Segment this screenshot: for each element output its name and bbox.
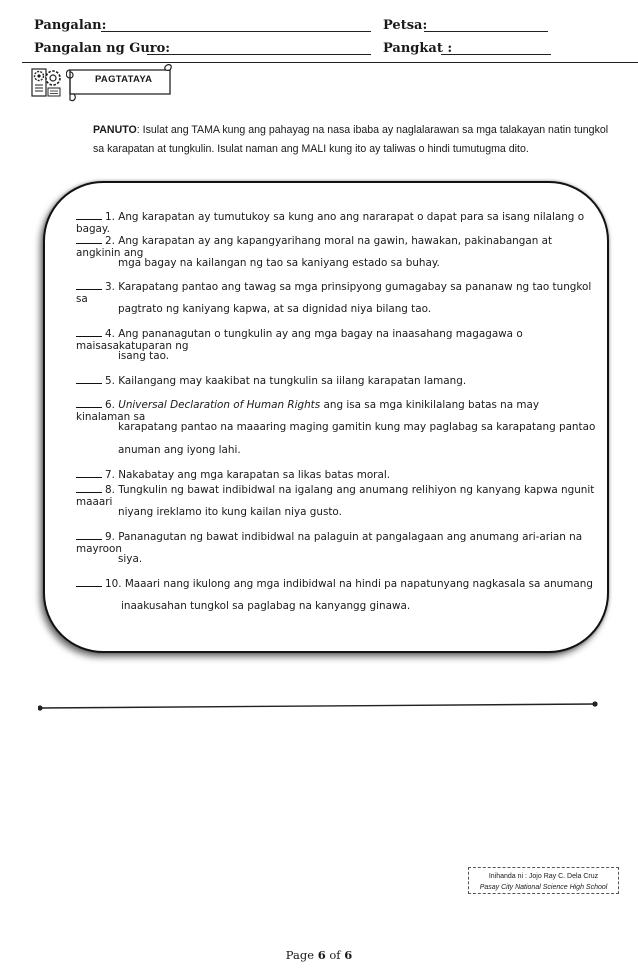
answer-blank[interactable] [76,374,102,384]
question-item: 4. Ang pananagutan o tungkulin ay ang mga bagay na inaasahang magagawa o maisasakatuparan ng isang tao. [76,328,523,362]
question-item: 10. Maaari nang ikulong ang mga indibidwal na hindi pa napatunyang nagkasala sa anumang inaakusahan tungkol sa paglabag na kanyangg ginawa. [76,577,596,590]
grade-field[interactable] [441,54,551,55]
name-label: Pangalan: [34,18,107,33]
date-label: Petsa: [383,18,428,33]
section-title: PAGTATAYA [95,74,153,85]
answer-blank[interactable] [76,280,102,290]
grade-label: Pangkat : [383,41,453,56]
question-item: 6. Universal Declaration of Human Rights ang isa sa mga kinikilalang batas na may kinalaman sa karapatang pantao na maaaring maging gamitin kung may paglabag sa karapatang pantao anuman ang iyong lahi. [76,399,596,456]
teacher-field[interactable] [147,54,371,55]
name-field[interactable] [101,31,371,32]
answer-blank[interactable] [76,210,102,220]
question-item: 1. Ang karapatan ay tumutukoy sa kung ano ang nararapat o dapat para sa isang nilalang o bagay. [76,211,585,235]
prepared-by: Inihanda ni : Jojo Ray C. Dela Cruz [488,873,599,880]
instructions [93,121,613,159]
credit-box [468,867,619,894]
answer-blank[interactable] [76,327,102,337]
answer-blank[interactable] [76,468,102,478]
instructions-lead: PANUTO [93,124,137,136]
answer-blank[interactable] [76,530,102,540]
question-item: 8. Tungkulin ng bawat indibidwal na igalang ang anumang relihiyon ng kanyang kapwa ngunit maaari niyang ireklamo ito kung kailan niya gusto. [76,484,595,518]
question-item: 3. Karapatang pantao ang tawag sa mga prinsipyong gumagabay sa pananaw ng tao tungkol sa pagtrato ng kaniyang kapwa, at sa dignidad niya bilang tao. [76,281,592,315]
question-item: 5. Kailangang may kaakibat na tungkulin sa iilang karapatan lamang. [76,374,596,387]
question-item: 9. Pananagutan ng bawat indibidwal na palaguin at pangalagaan ang anumang ari-arian na mayroon siya. [76,531,583,565]
instructions-text: : Isulat ang TAMA kung ang pahayag na nasa ibaba ay naglalarawan sa mga talakayan natin tungkol sa karapatan at tungkulin. Isulat naman ang MALI kung ito ay taliwas o hindi tumutugma dito. [93,124,609,155]
school-name: Pasay City National Science High School [479,884,608,891]
date-field[interactable] [424,31,548,32]
question-item: 2. Ang karapatan ay ang kapangyarihang moral na gawin, hawakan, pakinabangan at angkinin ang mga bagay na kailangan ng tao sa kaniyang estado sa buhay. [76,235,553,269]
answer-blank[interactable] [76,234,102,244]
header-divider [22,62,638,63]
question-item: 7. Nakabatay ang mga karapatan sa likas batas moral. [76,468,596,481]
bottom-divider [38,701,600,713]
gears-document-icon [31,68,63,98]
page-number: Page 6 of 6 [285,948,353,962]
teacher-label: Pangalan ng Guro: [34,41,171,56]
answer-blank[interactable] [76,398,102,408]
answer-blank[interactable] [76,577,102,587]
answer-blank[interactable] [76,483,102,493]
